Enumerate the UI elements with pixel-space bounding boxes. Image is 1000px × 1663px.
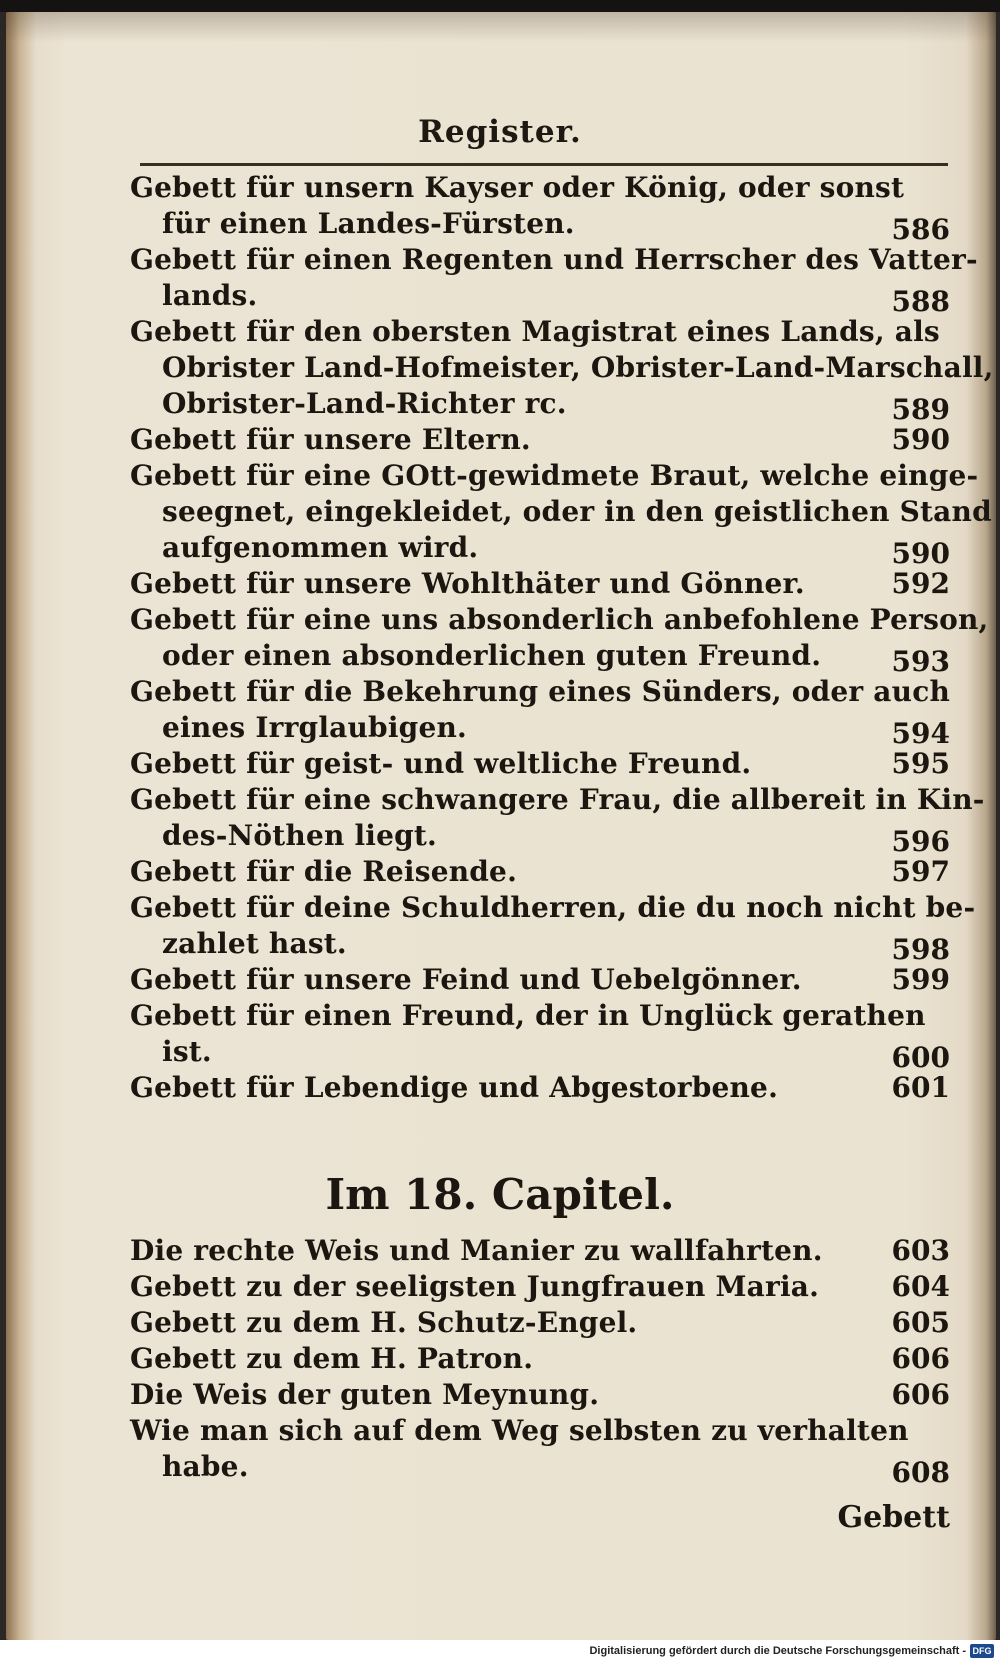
catchword: Gebett bbox=[837, 1500, 950, 1535]
register-entry bbox=[130, 1413, 950, 1489]
page-number: 596 bbox=[891, 825, 950, 858]
entry-line: Gebett zu dem H. Patron. bbox=[130, 1342, 534, 1375]
entry-line: Die Weis der guten Meynung. bbox=[130, 1378, 600, 1411]
page-number: 599 bbox=[891, 963, 950, 996]
entry-line: Gebett für einen Regenten und Herrscher des Vatter- bbox=[130, 243, 978, 276]
header-rule bbox=[140, 163, 948, 166]
entry-line: zahlet hast. bbox=[162, 927, 347, 960]
entry-line: oder einen absonderlichen guten Freund. bbox=[162, 639, 822, 672]
entry-line: für einen Landes-Fürsten. bbox=[162, 207, 575, 240]
register-entry bbox=[130, 746, 950, 782]
page-number: 588 bbox=[891, 285, 950, 318]
entry-line: eines Irrglaubigen. bbox=[162, 711, 467, 744]
entry-line: des-Nöthen liegt. bbox=[162, 819, 438, 852]
page-number: 592 bbox=[891, 567, 950, 600]
register-entry bbox=[130, 1341, 950, 1377]
register-entry bbox=[130, 890, 976, 966]
entry-line: Wie man sich auf dem Weg selbsten zu verhalten bbox=[130, 1414, 909, 1447]
page-number: 600 bbox=[891, 1041, 950, 1074]
register-entry bbox=[130, 1070, 950, 1106]
register-entry bbox=[130, 422, 950, 458]
page-number: 597 bbox=[891, 855, 950, 888]
register-entry bbox=[130, 1377, 950, 1413]
entry-line: lands. bbox=[162, 279, 258, 312]
entry-line: habe. bbox=[162, 1450, 249, 1483]
page-number: 606 bbox=[891, 1378, 950, 1411]
entry-line: Gebett zu der seeligsten Jungfrauen Maria. bbox=[130, 1270, 820, 1303]
register-entry bbox=[130, 998, 950, 1074]
page-number: 603 bbox=[891, 1234, 950, 1267]
entry-line: Gebett für Lebendige und Abgestorbene. bbox=[130, 1071, 779, 1104]
entry-line: Die rechte Weis und Manier zu wallfahrten. bbox=[130, 1234, 823, 1267]
page-number: 605 bbox=[891, 1306, 950, 1339]
register-entry bbox=[130, 1233, 950, 1269]
register-entry bbox=[130, 170, 950, 246]
entry-line: Gebett für die Reisende. bbox=[130, 855, 518, 888]
entry-line: Gebett für den obersten Magistrat eines Lands, als bbox=[130, 315, 940, 348]
entry-line: Gebett für die Bekehrung eines Sünders, oder auch bbox=[130, 675, 951, 708]
page-number: 589 bbox=[891, 393, 950, 426]
register-entry bbox=[130, 854, 950, 890]
entry-line: Obrister-Land-Richter rc. bbox=[162, 387, 567, 420]
register-entries bbox=[130, 170, 994, 1106]
entry-line: Gebett für unsere Eltern. bbox=[130, 423, 531, 456]
entry-line: seegnet, eingekleidet, oder in den geistlichen Stand bbox=[162, 495, 992, 528]
page-number: 601 bbox=[891, 1071, 950, 1104]
page-number: 604 bbox=[891, 1270, 950, 1303]
page-number: 590 bbox=[891, 537, 950, 570]
register-entry bbox=[130, 566, 950, 602]
register-entry bbox=[130, 458, 992, 570]
page-number: 595 bbox=[891, 747, 950, 780]
register-entry bbox=[130, 314, 994, 426]
register-entry bbox=[130, 1305, 950, 1341]
register-entry bbox=[130, 962, 950, 998]
entry-line: Gebett für unsere Wohlthäter und Gönner. bbox=[130, 567, 805, 600]
chapter-heading: Im 18. Capitel. bbox=[325, 1170, 675, 1219]
register-entry bbox=[130, 1269, 950, 1305]
register-entry bbox=[130, 782, 985, 858]
page-number: 606 bbox=[891, 1342, 950, 1375]
page-number: 598 bbox=[891, 933, 950, 966]
dfg-logo: DFG bbox=[970, 1644, 994, 1658]
page-number: 608 bbox=[891, 1456, 950, 1489]
entry-line: Gebett zu dem H. Schutz-Engel. bbox=[130, 1306, 638, 1339]
page-header: Register. bbox=[418, 114, 582, 150]
entry-line: Obrister Land-Hofmeister, Obrister-Land-Marschall, bbox=[162, 351, 994, 384]
entry-line: Gebett für eine schwangere Frau, die allbereit in Kin- bbox=[130, 783, 985, 816]
entry-line: Gebett für unsern Kayser oder König, oder sonst bbox=[130, 171, 905, 204]
page-number: 590 bbox=[891, 423, 950, 456]
entry-line: Gebett für eine uns absonderlich anbefohlene Person, bbox=[130, 603, 989, 636]
page-number: 586 bbox=[891, 213, 950, 246]
chapter-entries bbox=[130, 1233, 950, 1489]
scan-top-band bbox=[0, 0, 1000, 12]
entry-line: Gebett für eine GOtt-gewidmete Braut, welche einge- bbox=[130, 459, 979, 492]
entry-line: ist. bbox=[162, 1035, 212, 1068]
entry-line: Gebett für deine Schuldherren, die du noch nicht be- bbox=[130, 891, 976, 924]
footer-bar bbox=[0, 1640, 1000, 1663]
register-entry bbox=[130, 242, 978, 318]
register-entry bbox=[130, 602, 989, 678]
entry-line: Gebett für geist- und weltliche Freund. bbox=[130, 747, 752, 780]
entry-line: aufgenommen wird. bbox=[162, 531, 479, 564]
entry-line: Gebett für unsere Feind und Uebelgönner. bbox=[130, 963, 802, 996]
footer-credit: Digitalisierung gefördert durch die Deutsche Forschungsgemeinschaft - bbox=[589, 1645, 966, 1657]
entry-line: Gebett für einen Freund, der in Unglück gerathen bbox=[130, 999, 926, 1032]
register-entry bbox=[130, 674, 951, 750]
page-number: 594 bbox=[891, 717, 950, 750]
page-number: 593 bbox=[891, 645, 950, 678]
